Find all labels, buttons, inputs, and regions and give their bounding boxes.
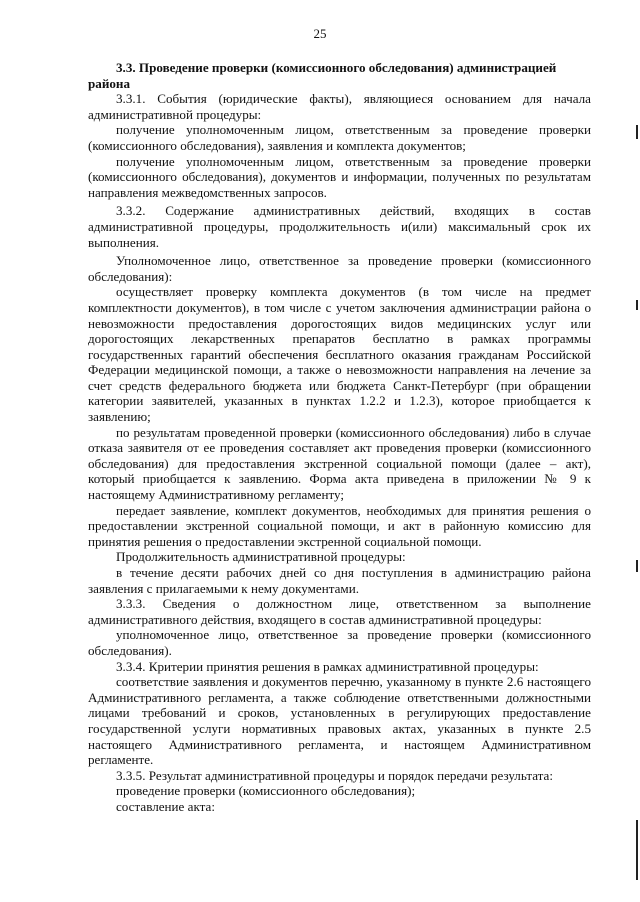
paragraph: составление акта:	[116, 798, 215, 814]
section-heading: 3.3. Проведение проверки (комиссионного обследования) администрацией района	[88, 60, 557, 91]
paragraph: получение уполномоченным лицом, ответственным за проведение проверки (комиссионного обследования), заявления и комплекта документов;	[88, 122, 591, 153]
paragraph-3-3-3: 3.3.3. Сведения о должностном лице, ответственном за выполнение административного действия, входящего в состав административной процедуры:	[88, 596, 591, 627]
paragraph: проведение проверки (комиссионного обследования);	[116, 783, 416, 799]
paragraph: осуществляет проверку комплекта документов (в том числе на предмет комплектности документов), в том числе с учетом заключения администрации района о невозможности предоставления дорогостоящих видов медицинских услуг или дорогостоящих лекарственных препаратов бесплатно в рамках программы государственных гарантий обеспечения бесплатного оказания гражданам Российской Федерации медицинской помощи, а также о невозможности направления на лечение за счет средств федерального бюджета или бюджета Санкт-Петербург (при обращении категории заявителей, указанных в пунктах 1.2.2 и 1.2.3), которое приобщается к заявлению;	[88, 284, 591, 425]
document-body	[88, 60, 591, 815]
paragraph: в течение десяти рабочих дней со дня поступления в администрацию района заявления с прилагаемыми к нему документами.	[88, 565, 591, 596]
paragraph-3-3-2: 3.3.2. Содержание административных действий, входящих в состав административной процедуры, продолжительность и(или) максимальный срок их выполнения.	[88, 203, 591, 250]
paragraph-3-3-1: 3.3.1. События (юридические факты), являющиеся основанием для начала административной процедуры:	[88, 91, 591, 122]
paragraph-3-3-4: 3.3.4. Критерии принятия решения в рамках административной процедуры:	[116, 658, 539, 674]
scan-edge-marks	[636, 0, 638, 902]
paragraph: передает заявление, комплект документов, необходимых для принятия решения о предоставлении экстренной социальной помощи, и акт в районную комиссию для принятия решения о предоставлении экстренной социальной помощи.	[88, 502, 591, 549]
paragraph: соответствие заявления и документов перечню, указанному в пункте 2.6 настоящего Административного регламента, а также соблюдение ответственными должностными лицами требований и сроков, установленных в регулирующих предоставление государственной услуги нормативных правовых актах, указанных в пункте 2.5 настоящего Административного регламента, и настоящем Административном регламенте.	[88, 674, 591, 768]
paragraph: получение уполномоченным лицом, ответственным за проведение проверки (комиссионного обследования), документов и информации, полученных по результатам направления межведомственных запросов.	[88, 153, 591, 200]
paragraph: уполномоченное лицо, ответственное за проведение проверки (комиссионного обследования).	[88, 627, 591, 658]
paragraph: Уполномоченное лицо, ответственное за проведение проверки (комиссионного обследования):	[88, 253, 591, 284]
page-number: 25	[313, 26, 327, 41]
paragraph-3-3-5: 3.3.5. Результат административной процедуры и порядок передачи результата:	[116, 767, 554, 783]
paragraph: Продолжительность административной процедуры:	[116, 549, 406, 565]
paragraph: по результатам проведенной проверки (комиссионного обследования) либо в случае отказа заявителя от ее проведения составляет акт проведения проверки (комиссионного обследования) для предоставления экстренной социальной помощи (далее – акт), который приобщается к заявлению. Форма акта приведена в приложении № 9 к настоящему Административному регламенту;	[88, 424, 591, 503]
